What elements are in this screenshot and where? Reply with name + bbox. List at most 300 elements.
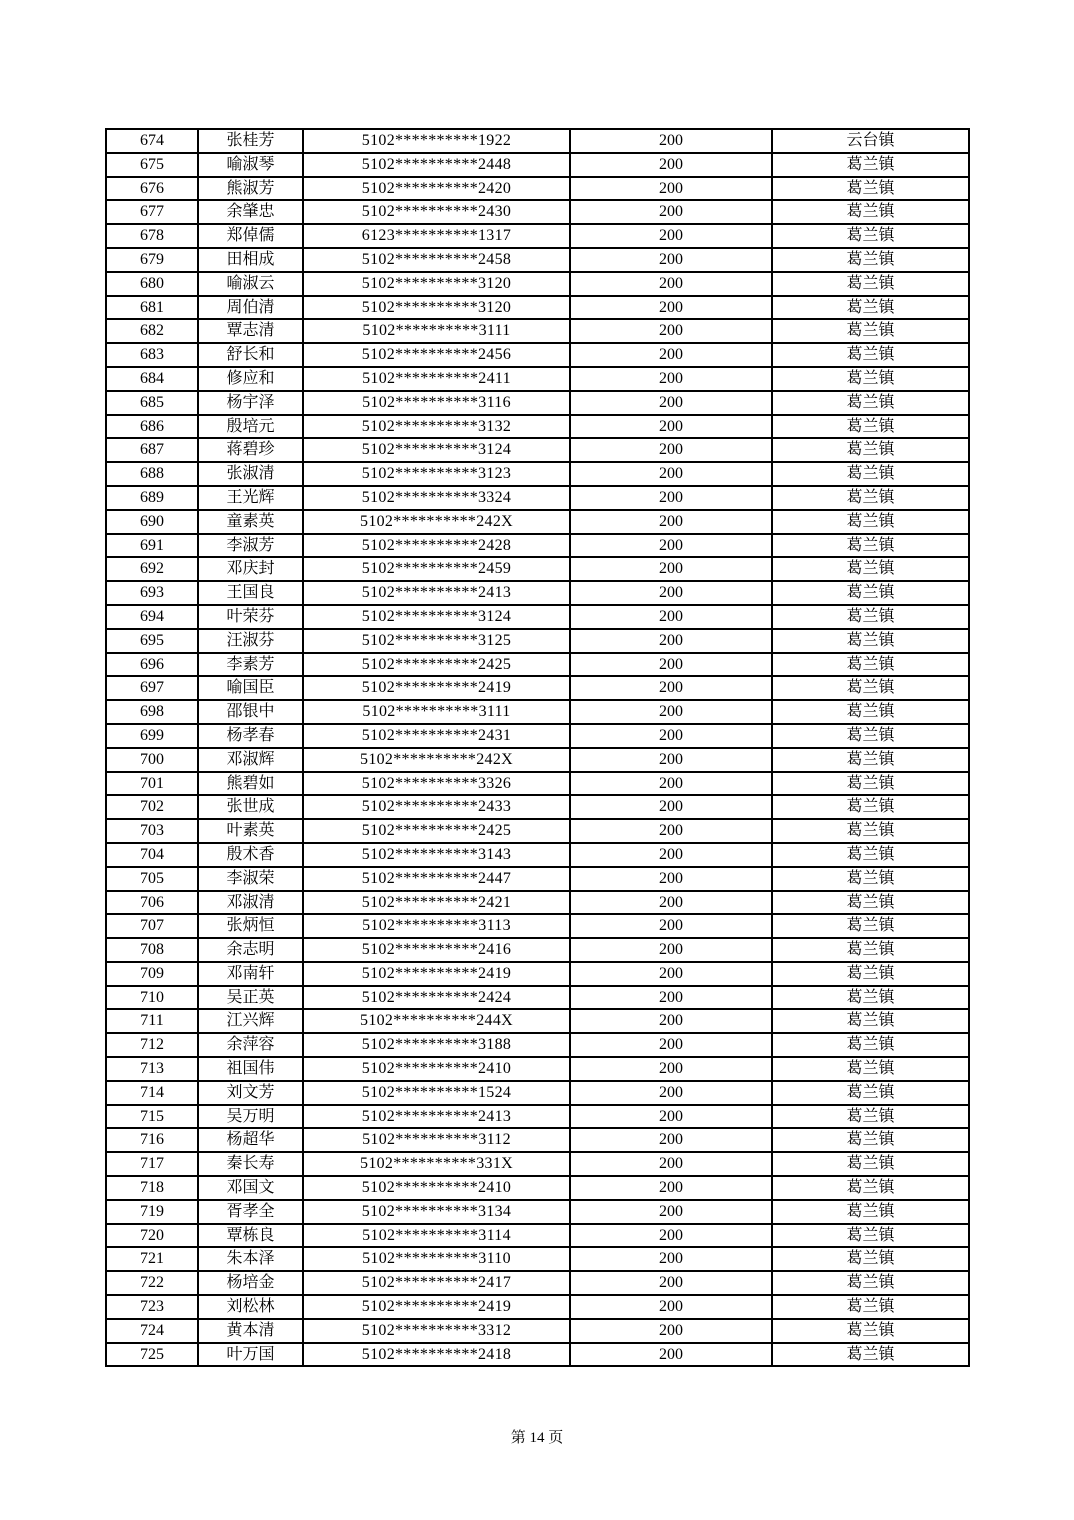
person-name-cell: 朱本泽	[198, 1247, 303, 1271]
table-row	[106, 676, 969, 700]
row-number-cell: 677	[106, 200, 198, 224]
person-name-cell: 田相成	[198, 248, 303, 272]
table-row	[106, 1343, 969, 1367]
town-cell: 葛兰镇	[772, 1343, 969, 1367]
person-name-cell: 叶素英	[198, 819, 303, 843]
town-cell: 葛兰镇	[772, 653, 969, 677]
amount-cell: 200	[570, 676, 772, 700]
town-cell: 葛兰镇	[772, 1057, 969, 1081]
table-row	[106, 200, 969, 224]
person-name-cell: 邓淑清	[198, 891, 303, 915]
masked-id-cell: 5102**********1524	[303, 1081, 570, 1105]
person-name-cell: 邓南轩	[198, 962, 303, 986]
amount-cell: 200	[570, 248, 772, 272]
row-number-cell: 688	[106, 462, 198, 486]
town-cell: 葛兰镇	[772, 1033, 969, 1057]
person-name-cell: 张淑清	[198, 462, 303, 486]
row-number-cell: 699	[106, 724, 198, 748]
town-cell: 葛兰镇	[772, 1009, 969, 1033]
town-cell: 葛兰镇	[772, 391, 969, 415]
row-number-cell: 721	[106, 1247, 198, 1271]
page-number-footer: 第 14 页	[510, 1430, 564, 1446]
table-row	[106, 1152, 969, 1176]
amount-cell: 200	[570, 653, 772, 677]
town-cell: 葛兰镇	[772, 1247, 969, 1271]
masked-id-cell: 5102**********3111	[303, 319, 570, 343]
person-name-cell: 吴万明	[198, 1105, 303, 1129]
town-cell: 葛兰镇	[772, 629, 969, 653]
person-name-cell: 杨培金	[198, 1271, 303, 1295]
masked-id-cell: 5102**********3312	[303, 1319, 570, 1343]
masked-id-cell: 5102**********331X	[303, 1152, 570, 1176]
town-cell: 葛兰镇	[772, 1295, 969, 1319]
masked-id-cell: 5102**********3120	[303, 272, 570, 296]
row-number-cell: 703	[106, 819, 198, 843]
masked-id-cell: 5102**********3132	[303, 415, 570, 439]
row-number-cell: 710	[106, 986, 198, 1010]
amount-cell: 200	[570, 1057, 772, 1081]
town-cell: 葛兰镇	[772, 938, 969, 962]
person-name-cell: 喻淑云	[198, 272, 303, 296]
row-number-cell: 681	[106, 296, 198, 320]
amount-cell: 200	[570, 748, 772, 772]
row-number-cell: 675	[106, 153, 198, 177]
town-cell: 葛兰镇	[772, 986, 969, 1010]
person-name-cell: 李淑芳	[198, 534, 303, 558]
table-row	[106, 391, 969, 415]
person-name-cell: 黄本清	[198, 1319, 303, 1343]
masked-id-cell: 5102**********2458	[303, 248, 570, 272]
town-cell: 葛兰镇	[772, 962, 969, 986]
row-number-cell: 678	[106, 224, 198, 248]
town-cell: 葛兰镇	[772, 1200, 969, 1224]
table-row	[106, 653, 969, 677]
masked-id-cell: 5102**********2428	[303, 534, 570, 558]
table-row	[106, 605, 969, 629]
masked-id-cell: 5102**********2419	[303, 962, 570, 986]
person-name-cell: 邓国文	[198, 1176, 303, 1200]
town-cell: 葛兰镇	[772, 605, 969, 629]
masked-id-cell: 5102**********2416	[303, 938, 570, 962]
masked-id-cell: 5102**********2410	[303, 1057, 570, 1081]
person-name-cell: 邓庆封	[198, 557, 303, 581]
masked-id-cell: 5102**********3143	[303, 843, 570, 867]
row-number-cell: 705	[106, 867, 198, 891]
row-number-cell: 723	[106, 1295, 198, 1319]
row-number-cell: 714	[106, 1081, 198, 1105]
town-cell: 葛兰镇	[772, 343, 969, 367]
table-row	[106, 153, 969, 177]
person-name-cell: 余志明	[198, 938, 303, 962]
amount-cell: 200	[570, 1247, 772, 1271]
person-name-cell: 张炳恒	[198, 914, 303, 938]
person-name-cell: 覃志清	[198, 319, 303, 343]
town-cell: 葛兰镇	[772, 272, 969, 296]
person-name-cell: 胥孝全	[198, 1200, 303, 1224]
masked-id-cell: 5102**********2421	[303, 891, 570, 915]
row-number-cell: 689	[106, 486, 198, 510]
town-cell: 葛兰镇	[772, 486, 969, 510]
person-name-cell: 周伯清	[198, 296, 303, 320]
person-name-cell: 修应和	[198, 367, 303, 391]
town-cell: 葛兰镇	[772, 1224, 969, 1248]
table-row	[106, 748, 969, 772]
masked-id-cell: 5102**********2447	[303, 867, 570, 891]
person-name-cell: 余萍容	[198, 1033, 303, 1057]
table-row	[106, 1176, 969, 1200]
amount-cell: 200	[570, 605, 772, 629]
table-row	[106, 819, 969, 843]
masked-id-cell: 5102**********2459	[303, 557, 570, 581]
town-cell: 葛兰镇	[772, 1271, 969, 1295]
table-row	[106, 1224, 969, 1248]
town-cell: 葛兰镇	[772, 1105, 969, 1129]
row-number-cell: 694	[106, 605, 198, 629]
row-number-cell: 718	[106, 1176, 198, 1200]
table-row	[106, 1081, 969, 1105]
amount-cell: 200	[570, 224, 772, 248]
masked-id-cell: 5102**********2431	[303, 724, 570, 748]
amount-cell: 200	[570, 795, 772, 819]
masked-id-cell: 5102**********3110	[303, 1247, 570, 1271]
row-number-cell: 725	[106, 1343, 198, 1367]
row-number-cell: 684	[106, 367, 198, 391]
table-row	[106, 438, 969, 462]
amount-cell: 200	[570, 772, 772, 796]
row-number-cell: 687	[106, 438, 198, 462]
amount-cell: 200	[570, 510, 772, 534]
row-number-cell: 720	[106, 1224, 198, 1248]
amount-cell: 200	[570, 986, 772, 1010]
person-name-cell: 吴正英	[198, 986, 303, 1010]
amount-cell: 200	[570, 462, 772, 486]
amount-cell: 200	[570, 367, 772, 391]
amount-cell: 200	[570, 962, 772, 986]
amount-cell: 200	[570, 296, 772, 320]
roster-table-body	[106, 129, 969, 1366]
row-number-cell: 693	[106, 581, 198, 605]
masked-id-cell: 5102**********2456	[303, 343, 570, 367]
amount-cell: 200	[570, 1271, 772, 1295]
masked-id-cell: 5102**********2425	[303, 653, 570, 677]
amount-cell: 200	[570, 129, 772, 153]
amount-cell: 200	[570, 1343, 772, 1367]
row-number-cell: 695	[106, 629, 198, 653]
masked-id-cell: 5102**********2433	[303, 795, 570, 819]
masked-id-cell: 5102**********3324	[303, 486, 570, 510]
table-row	[106, 581, 969, 605]
masked-id-cell: 5102**********2430	[303, 200, 570, 224]
masked-id-cell: 5102**********2419	[303, 676, 570, 700]
masked-id-cell: 5102**********2419	[303, 1295, 570, 1319]
person-name-cell: 殷培元	[198, 415, 303, 439]
row-number-cell: 717	[106, 1152, 198, 1176]
table-row	[106, 1319, 969, 1343]
person-name-cell: 祖国伟	[198, 1057, 303, 1081]
table-row	[106, 700, 969, 724]
row-number-cell: 706	[106, 891, 198, 915]
amount-cell: 200	[570, 1319, 772, 1343]
table-row	[106, 1009, 969, 1033]
masked-id-cell: 5102**********2424	[303, 986, 570, 1010]
amount-cell: 200	[570, 1295, 772, 1319]
table-row	[106, 486, 969, 510]
amount-cell: 200	[570, 891, 772, 915]
person-name-cell: 郑倬儒	[198, 224, 303, 248]
town-cell: 葛兰镇	[772, 1319, 969, 1343]
table-row	[106, 319, 969, 343]
table-row	[106, 772, 969, 796]
masked-id-cell: 5102**********3125	[303, 629, 570, 653]
masked-id-cell: 5102**********2413	[303, 581, 570, 605]
amount-cell: 200	[570, 1105, 772, 1129]
amount-cell: 200	[570, 1081, 772, 1105]
masked-id-cell: 5102**********2448	[303, 153, 570, 177]
masked-id-cell: 5102**********3120	[303, 296, 570, 320]
masked-id-cell: 5102**********2420	[303, 177, 570, 201]
masked-id-cell: 5102**********244X	[303, 1009, 570, 1033]
row-number-cell: 700	[106, 748, 198, 772]
person-name-cell: 刘松林	[198, 1295, 303, 1319]
table-row	[106, 724, 969, 748]
town-cell: 葛兰镇	[772, 772, 969, 796]
masked-id-cell: 5102**********1922	[303, 129, 570, 153]
town-cell: 葛兰镇	[772, 1128, 969, 1152]
person-name-cell: 熊碧如	[198, 772, 303, 796]
masked-id-cell: 5102**********2418	[303, 1343, 570, 1367]
row-number-cell: 676	[106, 177, 198, 201]
table-row	[106, 843, 969, 867]
amount-cell: 200	[570, 914, 772, 938]
amount-cell: 200	[570, 438, 772, 462]
masked-id-cell: 5102**********3112	[303, 1128, 570, 1152]
table-row	[106, 962, 969, 986]
row-number-cell: 686	[106, 415, 198, 439]
person-name-cell: 刘文芳	[198, 1081, 303, 1105]
amount-cell: 200	[570, 843, 772, 867]
masked-id-cell: 5102**********242X	[303, 510, 570, 534]
table-row	[106, 272, 969, 296]
amount-cell: 200	[570, 1128, 772, 1152]
beneficiary-roster-table	[105, 128, 970, 1367]
table-row	[106, 1128, 969, 1152]
table-row	[106, 938, 969, 962]
person-name-cell: 殷术香	[198, 843, 303, 867]
amount-cell: 200	[570, 1152, 772, 1176]
person-name-cell: 邓淑辉	[198, 748, 303, 772]
town-cell: 葛兰镇	[772, 748, 969, 772]
masked-id-cell: 5102**********3111	[303, 700, 570, 724]
table-row	[106, 129, 969, 153]
row-number-cell: 708	[106, 938, 198, 962]
person-name-cell: 舒长和	[198, 343, 303, 367]
person-name-cell: 李素芳	[198, 653, 303, 677]
masked-id-cell: 5102**********2425	[303, 819, 570, 843]
town-cell: 葛兰镇	[772, 676, 969, 700]
town-cell: 葛兰镇	[772, 795, 969, 819]
person-name-cell: 熊淑芳	[198, 177, 303, 201]
table-row	[106, 867, 969, 891]
masked-id-cell: 5102**********3123	[303, 462, 570, 486]
town-cell: 葛兰镇	[772, 1152, 969, 1176]
town-cell: 葛兰镇	[772, 510, 969, 534]
town-cell: 葛兰镇	[772, 581, 969, 605]
row-number-cell: 711	[106, 1009, 198, 1033]
masked-id-cell: 5102**********3326	[303, 772, 570, 796]
amount-cell: 200	[570, 153, 772, 177]
row-number-cell: 701	[106, 772, 198, 796]
table-row	[106, 177, 969, 201]
masked-id-cell: 5102**********2411	[303, 367, 570, 391]
table-row	[106, 296, 969, 320]
row-number-cell: 704	[106, 843, 198, 867]
row-number-cell: 679	[106, 248, 198, 272]
amount-cell: 200	[570, 700, 772, 724]
person-name-cell: 杨宇泽	[198, 391, 303, 415]
row-number-cell: 724	[106, 1319, 198, 1343]
table-row	[106, 986, 969, 1010]
town-cell: 葛兰镇	[772, 1176, 969, 1200]
person-name-cell: 邵银中	[198, 700, 303, 724]
person-name-cell: 叶万国	[198, 1343, 303, 1367]
amount-cell: 200	[570, 629, 772, 653]
person-name-cell: 喻国臣	[198, 676, 303, 700]
amount-cell: 200	[570, 319, 772, 343]
table-row	[106, 1105, 969, 1129]
row-number-cell: 722	[106, 1271, 198, 1295]
row-number-cell: 702	[106, 795, 198, 819]
person-name-cell: 杨超华	[198, 1128, 303, 1152]
masked-id-cell: 5102**********3124	[303, 605, 570, 629]
person-name-cell: 喻淑琴	[198, 153, 303, 177]
person-name-cell: 童素英	[198, 510, 303, 534]
person-name-cell: 覃栋良	[198, 1224, 303, 1248]
town-cell: 葛兰镇	[772, 224, 969, 248]
row-number-cell: 692	[106, 557, 198, 581]
person-name-cell: 张世成	[198, 795, 303, 819]
person-name-cell: 王国良	[198, 581, 303, 605]
row-number-cell: 715	[106, 1105, 198, 1129]
row-number-cell: 716	[106, 1128, 198, 1152]
person-name-cell: 叶荣芬	[198, 605, 303, 629]
town-cell: 葛兰镇	[772, 462, 969, 486]
amount-cell: 200	[570, 534, 772, 558]
person-name-cell: 汪淑芬	[198, 629, 303, 653]
row-number-cell: 690	[106, 510, 198, 534]
amount-cell: 200	[570, 819, 772, 843]
row-number-cell: 698	[106, 700, 198, 724]
town-cell: 葛兰镇	[772, 153, 969, 177]
amount-cell: 200	[570, 1033, 772, 1057]
row-number-cell: 713	[106, 1057, 198, 1081]
table-row	[106, 914, 969, 938]
masked-id-cell: 5102**********2417	[303, 1271, 570, 1295]
masked-id-cell: 5102**********2413	[303, 1105, 570, 1129]
town-cell: 葛兰镇	[772, 819, 969, 843]
amount-cell: 200	[570, 581, 772, 605]
row-number-cell: 682	[106, 319, 198, 343]
amount-cell: 200	[570, 557, 772, 581]
town-cell: 葛兰镇	[772, 867, 969, 891]
town-cell: 葛兰镇	[772, 724, 969, 748]
town-cell: 葛兰镇	[772, 534, 969, 558]
row-number-cell: 685	[106, 391, 198, 415]
masked-id-cell: 5102**********3134	[303, 1200, 570, 1224]
table-row	[106, 1295, 969, 1319]
table-row	[106, 510, 969, 534]
town-cell: 葛兰镇	[772, 248, 969, 272]
masked-id-cell: 5102**********2410	[303, 1176, 570, 1200]
person-name-cell: 张桂芳	[198, 129, 303, 153]
row-number-cell: 683	[106, 343, 198, 367]
person-name-cell: 余肇忠	[198, 200, 303, 224]
town-cell: 葛兰镇	[772, 177, 969, 201]
row-number-cell: 707	[106, 914, 198, 938]
table-row	[106, 224, 969, 248]
town-cell: 葛兰镇	[772, 319, 969, 343]
amount-cell: 200	[570, 938, 772, 962]
amount-cell: 200	[570, 724, 772, 748]
amount-cell: 200	[570, 200, 772, 224]
town-cell: 葛兰镇	[772, 415, 969, 439]
amount-cell: 200	[570, 867, 772, 891]
town-cell: 葛兰镇	[772, 200, 969, 224]
town-cell: 葛兰镇	[772, 296, 969, 320]
town-cell: 葛兰镇	[772, 914, 969, 938]
row-number-cell: 709	[106, 962, 198, 986]
amount-cell: 200	[570, 1176, 772, 1200]
person-name-cell: 蒋碧珍	[198, 438, 303, 462]
table-row	[106, 462, 969, 486]
town-cell: 葛兰镇	[772, 367, 969, 391]
table-row	[106, 629, 969, 653]
amount-cell: 200	[570, 486, 772, 510]
amount-cell: 200	[570, 1224, 772, 1248]
masked-id-cell: 5102**********3124	[303, 438, 570, 462]
person-name-cell: 江兴辉	[198, 1009, 303, 1033]
table-row	[106, 1200, 969, 1224]
table-row	[106, 367, 969, 391]
town-cell: 葛兰镇	[772, 843, 969, 867]
amount-cell: 200	[570, 177, 772, 201]
town-cell: 葛兰镇	[772, 438, 969, 462]
row-number-cell: 674	[106, 129, 198, 153]
masked-id-cell: 5102**********3113	[303, 914, 570, 938]
amount-cell: 200	[570, 272, 772, 296]
table-row	[106, 795, 969, 819]
masked-id-cell: 5102**********242X	[303, 748, 570, 772]
row-number-cell: 691	[106, 534, 198, 558]
person-name-cell: 李淑荣	[198, 867, 303, 891]
amount-cell: 200	[570, 415, 772, 439]
amount-cell: 200	[570, 1009, 772, 1033]
row-number-cell: 696	[106, 653, 198, 677]
person-name-cell: 杨孝春	[198, 724, 303, 748]
table-row	[106, 343, 969, 367]
row-number-cell: 712	[106, 1033, 198, 1057]
table-row	[106, 1057, 969, 1081]
row-number-cell: 680	[106, 272, 198, 296]
table-row	[106, 534, 969, 558]
table-row	[106, 1247, 969, 1271]
amount-cell: 200	[570, 391, 772, 415]
town-cell: 云台镇	[772, 129, 969, 153]
amount-cell: 200	[570, 1200, 772, 1224]
row-number-cell: 719	[106, 1200, 198, 1224]
town-cell: 葛兰镇	[772, 1081, 969, 1105]
town-cell: 葛兰镇	[772, 891, 969, 915]
masked-id-cell: 5102**********3116	[303, 391, 570, 415]
